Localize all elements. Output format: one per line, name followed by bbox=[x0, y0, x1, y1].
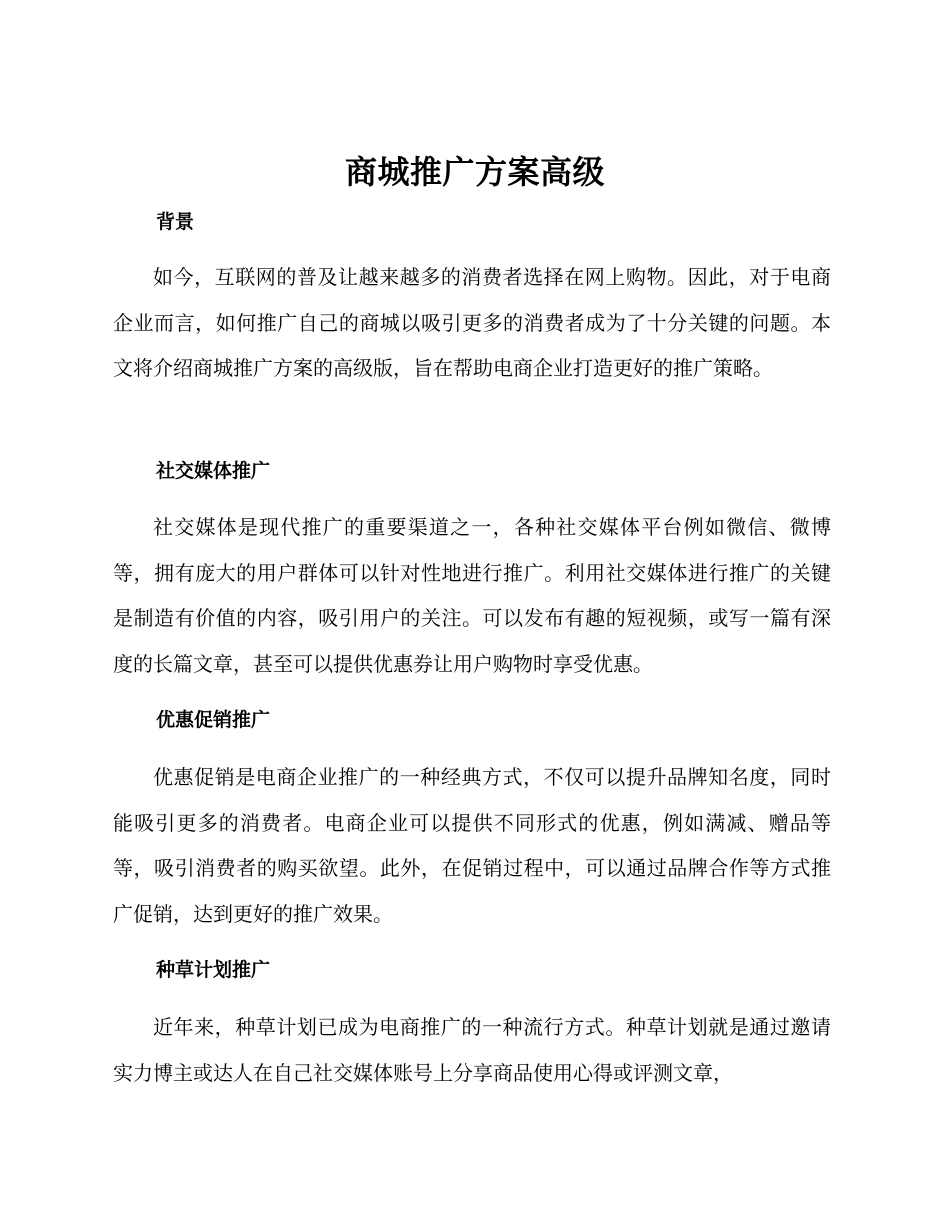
section-body-promotion: 优惠促销是电商企业推广的一种经典方式，不仅可以提升品牌知名度，同时能吸引更多的消费者。电商企业可以提供不同形式的优惠，例如满减、赠品等等，吸引消费者的购买欲望。此外，在促销过程中，可以通过品牌合作等方式推广促销，达到更好的推广效果。 bbox=[113, 765, 831, 926]
section-body-background: 如今，互联网的普及让越来越多的消费者选择在网上购物。因此，对于电商企业而言，如何推广自己的商城以吸引更多的消费者成为了十分关键的问题。本文将介绍商城推广方案的高级版，旨在帮助电商企业打造更好的推广策略。 bbox=[113, 265, 831, 380]
section-heading-social-media: 社交媒体推广 bbox=[156, 460, 271, 482]
document-title: 商城推广方案高级 bbox=[344, 153, 605, 191]
section-body-seeding-plan: 近年来，种草计划已成为电商推广的一种流行方式。种草计划就是通过邀请实力博主或达人在自己社交媒体账号上分享商品使用心得或评测文章， bbox=[113, 1015, 831, 1085]
section-body-social-media: 社交媒体是现代推广的重要渠道之一，各种社交媒体平台例如微信、微博等，拥有庞大的用户群体可以针对性地进行推广。利用社交媒体进行推广的关键是制造有价值的内容，吸引用户的关注。可以发布有趣的短视频，或写一篇有深度的长篇文章，甚至可以提供优惠券让用户购物时享受优惠。 bbox=[113, 515, 831, 676]
section-heading-promotion: 优惠促销推广 bbox=[156, 709, 271, 731]
section-heading-background: 背景 bbox=[156, 211, 195, 233]
section-heading-seeding-plan: 种草计划推广 bbox=[156, 959, 271, 981]
